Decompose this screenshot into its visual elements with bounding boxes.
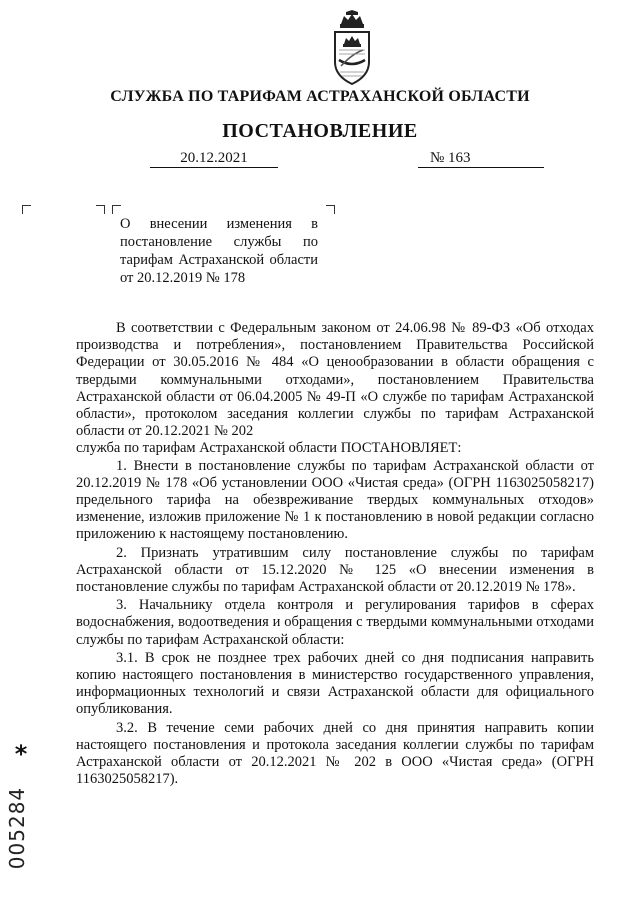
document-date: 20.12.2021 bbox=[150, 150, 278, 168]
document-type: ПОСТАНОВЛЕНИЕ bbox=[222, 120, 418, 142]
corner-mark-left bbox=[22, 205, 31, 214]
document-number-field bbox=[418, 150, 544, 168]
item-3-2-paragraph: 3.2. В течение семи рабочих дней со дня принятия направить копии настоящего постановления и протокола заседания коллегии службы по тарифам Астраханской области от 20.12.2021 № 202 в ООО «Чистая среда» (ОГРН 1163025058217). bbox=[76, 719, 594, 788]
item-3-1-paragraph: 3.1. В срок не позднее трех рабочих дней со дня подписания направить копию настоящего постановления в министерство государственного управления, информационных технологий и связи Астраханской области для официального опубликования. bbox=[76, 649, 594, 718]
document-number: № 163 bbox=[418, 150, 544, 168]
resolution-line: служба по тарифам Астраханской области ПОСТАНОВЛЯЕТ: bbox=[76, 440, 462, 457]
item-3-paragraph: 3. Начальнику отдела контроля и регулирования тарифов в сферах водоснабжения, водоотведения и обращения с твердыми коммунальными отходами службы по тарифам Астраханской области: bbox=[76, 597, 594, 648]
document-date-field bbox=[150, 150, 278, 168]
corner-mark-subject-left bbox=[112, 205, 121, 214]
registry-code: 005284 bbox=[5, 786, 29, 870]
item-2-paragraph: 2. Признать утратившим силу постановление службы по тарифам Астраханской области от 15.12.2020 № 125 «О внесении изменения в постановление службы по тарифам Астраханской области от 20.12.2019 № 178». bbox=[76, 544, 594, 596]
document-body bbox=[76, 320, 594, 788]
organization-name: СЛУЖБА ПО ТАРИФАМ АСТРАХАНСКОЙ ОБЛАСТИ bbox=[110, 88, 530, 105]
corner-mark-mid-right bbox=[96, 205, 105, 214]
item-1-paragraph: 1. Внести в постановление службы по тарифам Астраханской области от 20.12.2019 № 178 «Об установлении ООО «Чистая среда» (ОГРН 1163025058217) предельного тарифа на обезвреживание твердых коммунальных отходов» изменение, изложив приложение № 1 к постановлению в новой редакции согласно приложению к настоящему постановлению. bbox=[76, 457, 594, 543]
coat-of-arms-icon bbox=[327, 10, 377, 88]
document-subject: О внесении изменения в постановление службы по тарифам Астраханской области от 20.12.2019 № 178 bbox=[120, 216, 318, 286]
corner-mark-subject-right bbox=[326, 205, 335, 214]
margin-star: * bbox=[14, 740, 28, 768]
preamble-paragraph: В соответствии с Федеральным законом от 24.06.98 № 89-ФЗ «Об отходах производства и потребления», постановлением Правительства Российской Федерации от 30.05.2016 № 484 «О ценообразовании в области обращения с твердыми коммунальными отходами», постановлением Правительства Астраханской области от 06.04.2005 № 49-П «О службе по тарифам Астраханской области», протоколом заседания коллегии службы по тарифам Астраханской области от 20.12.2021 № 202 bbox=[76, 320, 594, 440]
